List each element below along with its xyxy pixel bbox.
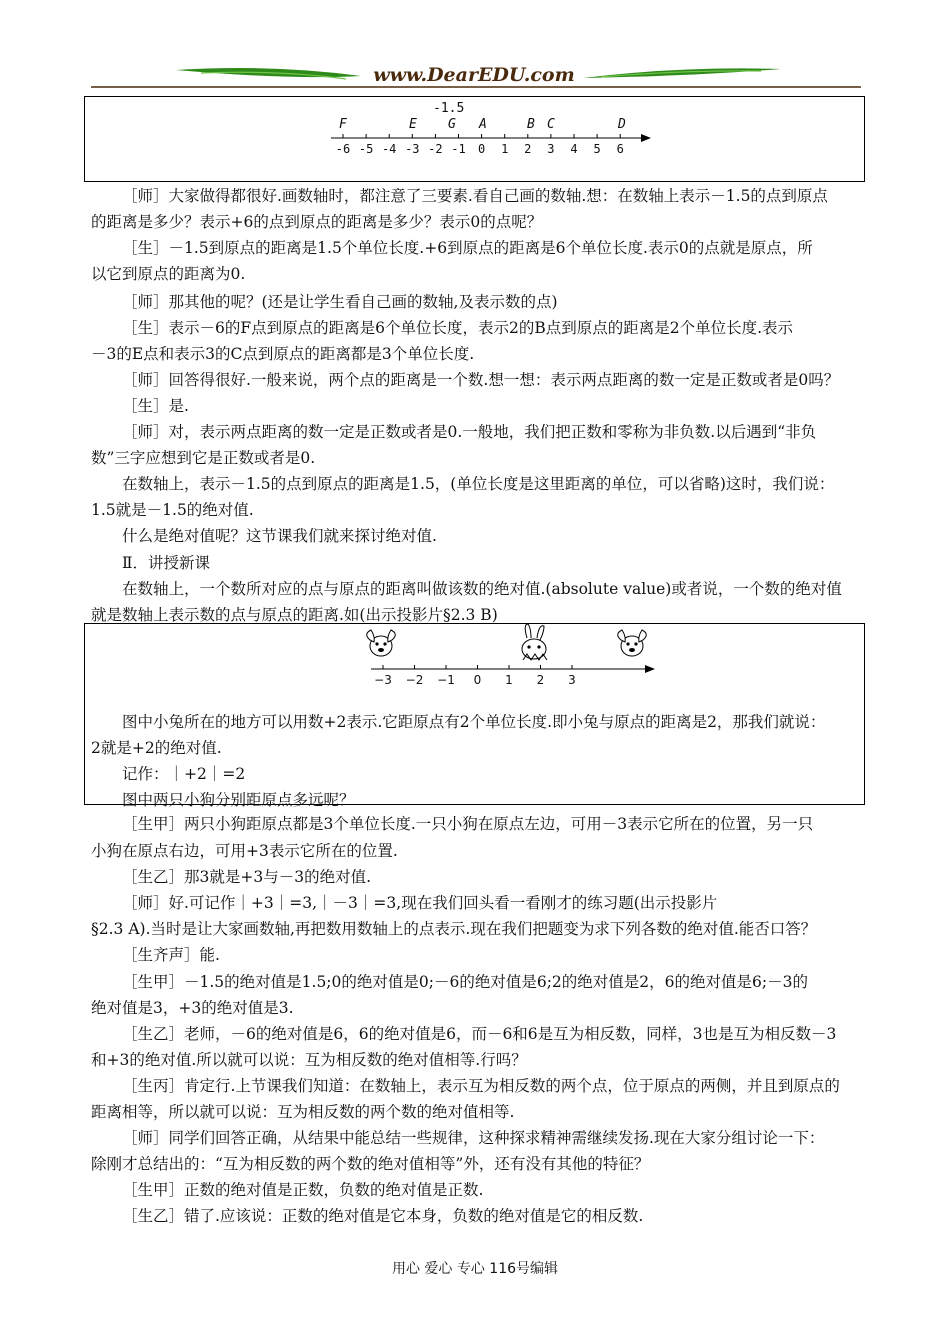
paragraph-line: 以它到原点的距离为0.: [91, 265, 246, 283]
paragraph-line: ［生乙］那3就是+3与－3的绝对值.: [122, 868, 372, 886]
dog-left-icon: [367, 630, 396, 656]
paragraph-line: 和+3的绝对值.所以就可以说：互为相反数的绝对值相等.行吗？: [91, 1051, 527, 1069]
point-label: E: [409, 117, 417, 132]
tick-label: -2: [428, 142, 443, 156]
paragraph-line: 1.5就是－1.5的绝对值.: [91, 501, 254, 519]
tick-label: 0: [473, 673, 482, 687]
paragraph-line: 在数轴上，一个数所对应的点与原点的距离叫做该数的绝对值.(absolute value)或者说，一个数的绝对值: [122, 580, 842, 598]
paragraph-line: －3的E点和表示3的C点到原点的距离都是3个单位长度.: [91, 345, 475, 363]
tick-label: 5: [593, 142, 601, 156]
paragraph-line: ［师］好.可记作｜+3｜=3,｜－3｜=3,现在我们回头看一看刚才的练习题(出示投影片: [122, 894, 718, 912]
paragraph-line: 数”三字应想到它是正数或者是0.: [91, 449, 316, 467]
paragraph-line: ［师］大家做得都很好.画数轴时，都注意了三要素.看自己画的数轴.想：在数轴上表示－1.5的点到原点: [122, 187, 828, 205]
label-neg-1-5: -1.5: [433, 101, 465, 116]
paragraph-line: ［师］对，表示两点距离的数一定是正数或者是0.一般地，我们把正数和零称为非负数.以后遇到“非负: [122, 423, 817, 441]
point-label: F: [339, 117, 347, 132]
tick-label: 4: [570, 142, 578, 156]
paragraph-line: 在数轴上，表示－1.5的点到原点的距离是1.5，(单位长度是这里距离的单位，可以省略)这时，我们说：: [122, 475, 835, 493]
tick-label: -3: [405, 142, 420, 156]
paragraph-line: ［师］回答得很好.一般来说，两个点的距离是一个数.想一想：表示两点距离的数一定是正数或者是0吗？: [122, 371, 840, 389]
tick-label: 3: [568, 673, 576, 687]
tick-label: −2: [405, 673, 424, 687]
point-label: G: [448, 117, 456, 132]
dog-right-icon: [618, 630, 647, 656]
figure-caption-line: 记作：｜+2｜=2: [122, 765, 246, 783]
figure-caption-line: 图中小兔所在的地方可以用数+2表示.它距原点有2个单位长度.即小兔与原点的距离是2，那我们就说：: [122, 713, 826, 731]
paragraph-line: ［师］那其他的呢？(还是让学生看自己画的数轴,及表示数的点): [122, 293, 558, 311]
paragraph-line: ［生］是.: [122, 397, 189, 415]
paragraph-line: ［生齐声］能.: [122, 946, 220, 964]
paragraph-line: ［生乙］老师，－6的绝对值是6，6的绝对值是6，而－6和6是互为相反数，同样，3也是互为相反数－3: [122, 1025, 837, 1043]
figure-rabbit-dogs-box: [84, 623, 865, 809]
figure-number-line-box: [84, 96, 865, 182]
tick-label: -1: [451, 142, 466, 156]
paragraph-line: ［生］表示－6的F点到原点的距离是6个单位长度，表示2的B点到原点的距离是2个单位长度.表示: [122, 319, 794, 337]
tick-label: 0: [477, 142, 486, 156]
tick-label: 2: [524, 142, 532, 156]
paragraph-line: §2.3 A).当时是让大家画数轴,再把数用数轴上的点表示.现在我们把题变为求下列各数的绝对值.能否口答？: [91, 920, 817, 938]
paragraph-line: Ⅱ．讲授新课: [122, 554, 211, 572]
tick-label: −1: [437, 673, 455, 687]
paragraph-line: ［生］－1.5到原点的距离是1.5个单位长度.+6到原点的距离是6个单位长度.表示0的点就是原点，所: [122, 239, 813, 257]
paragraph-line: 小狗在原点右边，可用+3表示它所在的位置.: [91, 842, 398, 860]
rabbit-icon: [522, 624, 547, 660]
tick-label: 1: [501, 142, 509, 156]
page-footer: 用心 爱心 专心 116号编辑: [391, 1261, 559, 1277]
paragraph-line: 的距离是多少？表示+6的点到原点的距离是多少？表示0的点呢？: [91, 213, 543, 231]
paragraph-line: 就是数轴上表示数的点与原点的距离.如(出示投影片§2.3 B): [91, 606, 498, 624]
tick-label: −3: [374, 673, 392, 687]
paragraph-line: 距离相等，所以就可以说：互为相反数的两个数的绝对值相等.: [91, 1103, 515, 1121]
paragraph-line: ［师］同学们回答正确，从结果中能总结一些规律，这种探求精神需继续发扬.现在大家分组讨论一下：: [122, 1129, 825, 1147]
point-label: D: [618, 117, 626, 132]
paragraph-line: ［生甲］－1.5的绝对值是1.5;0的绝对值是0;－6的绝对值是6;2的绝对值是2，6的绝对值是6;－3的: [122, 973, 808, 991]
paragraph-line: ［生甲］两只小狗距原点都是3个单位长度.一只小狗在原点左边，可用－3表示它所在的位置，另一只: [122, 815, 814, 833]
tick-label: -6: [335, 142, 351, 156]
paragraph-line: ［生丙］肯定行.上节课我们知道：在数轴上，表示互为相反数的两个点，位于原点的两侧，并且到原点的: [122, 1077, 840, 1095]
point-label: A: [479, 117, 487, 132]
paragraph-line: 绝对值是3，+3的绝对值是3.: [91, 999, 294, 1017]
header-banner: [91, 60, 861, 90]
tick-label: -5: [358, 142, 374, 156]
number-line-axis: [85, 97, 864, 181]
tick-label: 1: [505, 673, 513, 687]
figure-caption-line: 图中两只小狗分别距原点多远呢？: [122, 791, 355, 809]
paragraph-line: 除刚才总结出的：“互为相反数的两个数的绝对值相等”外，还有没有其他的特征？: [91, 1155, 650, 1173]
tick-label: 3: [547, 142, 555, 156]
point-label: B: [527, 117, 535, 132]
point-label: C: [547, 117, 555, 132]
paragraph-line: 什么是绝对值呢？这节课我们就来探讨绝对值.: [122, 527, 437, 545]
figure-caption-line: 2就是+2的绝对值.: [91, 739, 222, 757]
site-logo-text: www.DearEDU.com: [373, 64, 575, 86]
paragraph-line: ［生甲］正数的绝对值是正数，负数的绝对值是正数.: [122, 1181, 484, 1199]
tick-label: 2: [536, 673, 545, 687]
tick-label: 6: [616, 142, 624, 156]
paragraph-line: ［生乙］错了.应该说：正数的绝对值是它本身，负数的绝对值是它的相反数.: [122, 1207, 644, 1225]
tick-label: -4: [381, 142, 397, 156]
